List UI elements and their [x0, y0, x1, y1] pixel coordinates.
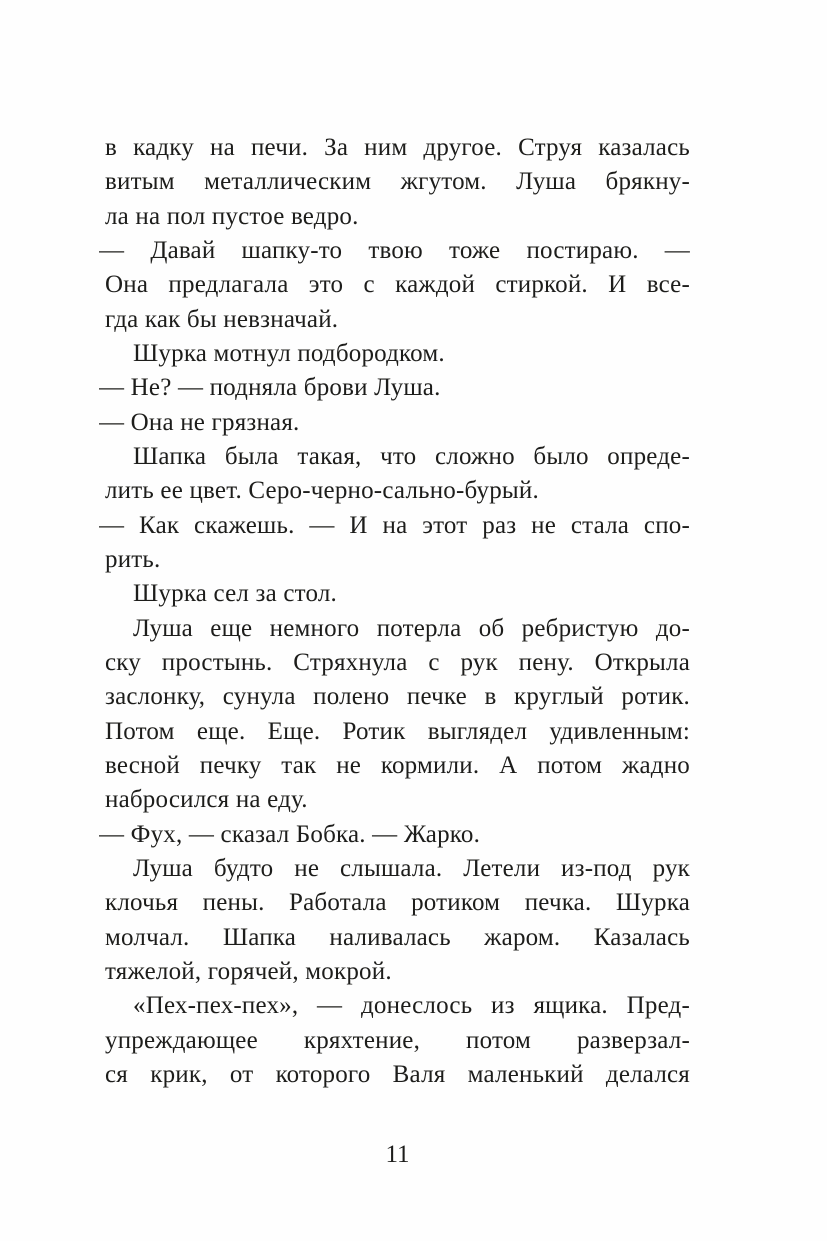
text-line: лить ее цвет. Серо-черно-сально-бурый.: [105, 477, 539, 505]
page-number: 11: [385, 1141, 410, 1168]
text-line: Шурка мотнул подбородком.: [133, 339, 445, 367]
text-line: ла на пол пустое ведро.: [105, 202, 359, 230]
text-line: «Пех-пех-пех», — донеслось из ящика. Пред-: [133, 992, 690, 1020]
text-line: Луша будто не слышала. Летели из-под рук: [133, 854, 690, 882]
text-line: упреждающее кряхтение, потом разверзал-: [105, 1026, 690, 1054]
text-line: молчал. Шапка наливалась жаром. Казалась: [105, 923, 690, 951]
text-line: — Фух, — сказал Бобка. — Жарко.: [99, 820, 481, 848]
text-line: в кадку на печи. За ним другое. Струя казалась: [105, 134, 690, 161]
text-line: Она предлагала это с каждой стиркой. И все-: [105, 271, 690, 299]
text-line: рить.: [105, 545, 161, 573]
text-line: набросился на еду.: [105, 786, 308, 814]
text-line: Шурка сел за стол.: [133, 580, 337, 608]
text-line: клочья пены. Работала ротиком печка. Шурка: [105, 889, 690, 917]
text-line: ся крик, от которого Валя маленький делался: [105, 1060, 690, 1088]
text-line: тяжелой, горячей, мокрой.: [105, 957, 392, 985]
text-line: Луша еще немного потерла об ребристую до-: [133, 614, 690, 642]
text-line: весной печку так не кормили. А потом жадно: [105, 751, 690, 779]
text-line: ску простынь. Стряхнула с рук пену. Открыла: [105, 648, 690, 676]
text-line: — Давай шапку-то твою тоже постираю. —: [99, 236, 690, 264]
text-line: заслонку, сунула полено печке в круглый ротик.: [105, 683, 690, 711]
text-line: гда как бы невзначай.: [105, 305, 339, 333]
text-line: Шапка была такая, что сложно было опреде-: [133, 442, 690, 470]
page-text: [99, 131, 690, 1092]
text-line: — Как скажешь. — И на этот раз не стала спо-: [99, 511, 690, 539]
text-line: — Она не грязная.: [99, 408, 300, 436]
text-line: витым металлическим жгутом. Луша брякну-: [105, 168, 690, 196]
text-line: Потом еще. Еще. Ротик выглядел удивленным:: [105, 717, 690, 745]
text-line: — Не? — подняла брови Луша.: [99, 374, 441, 402]
